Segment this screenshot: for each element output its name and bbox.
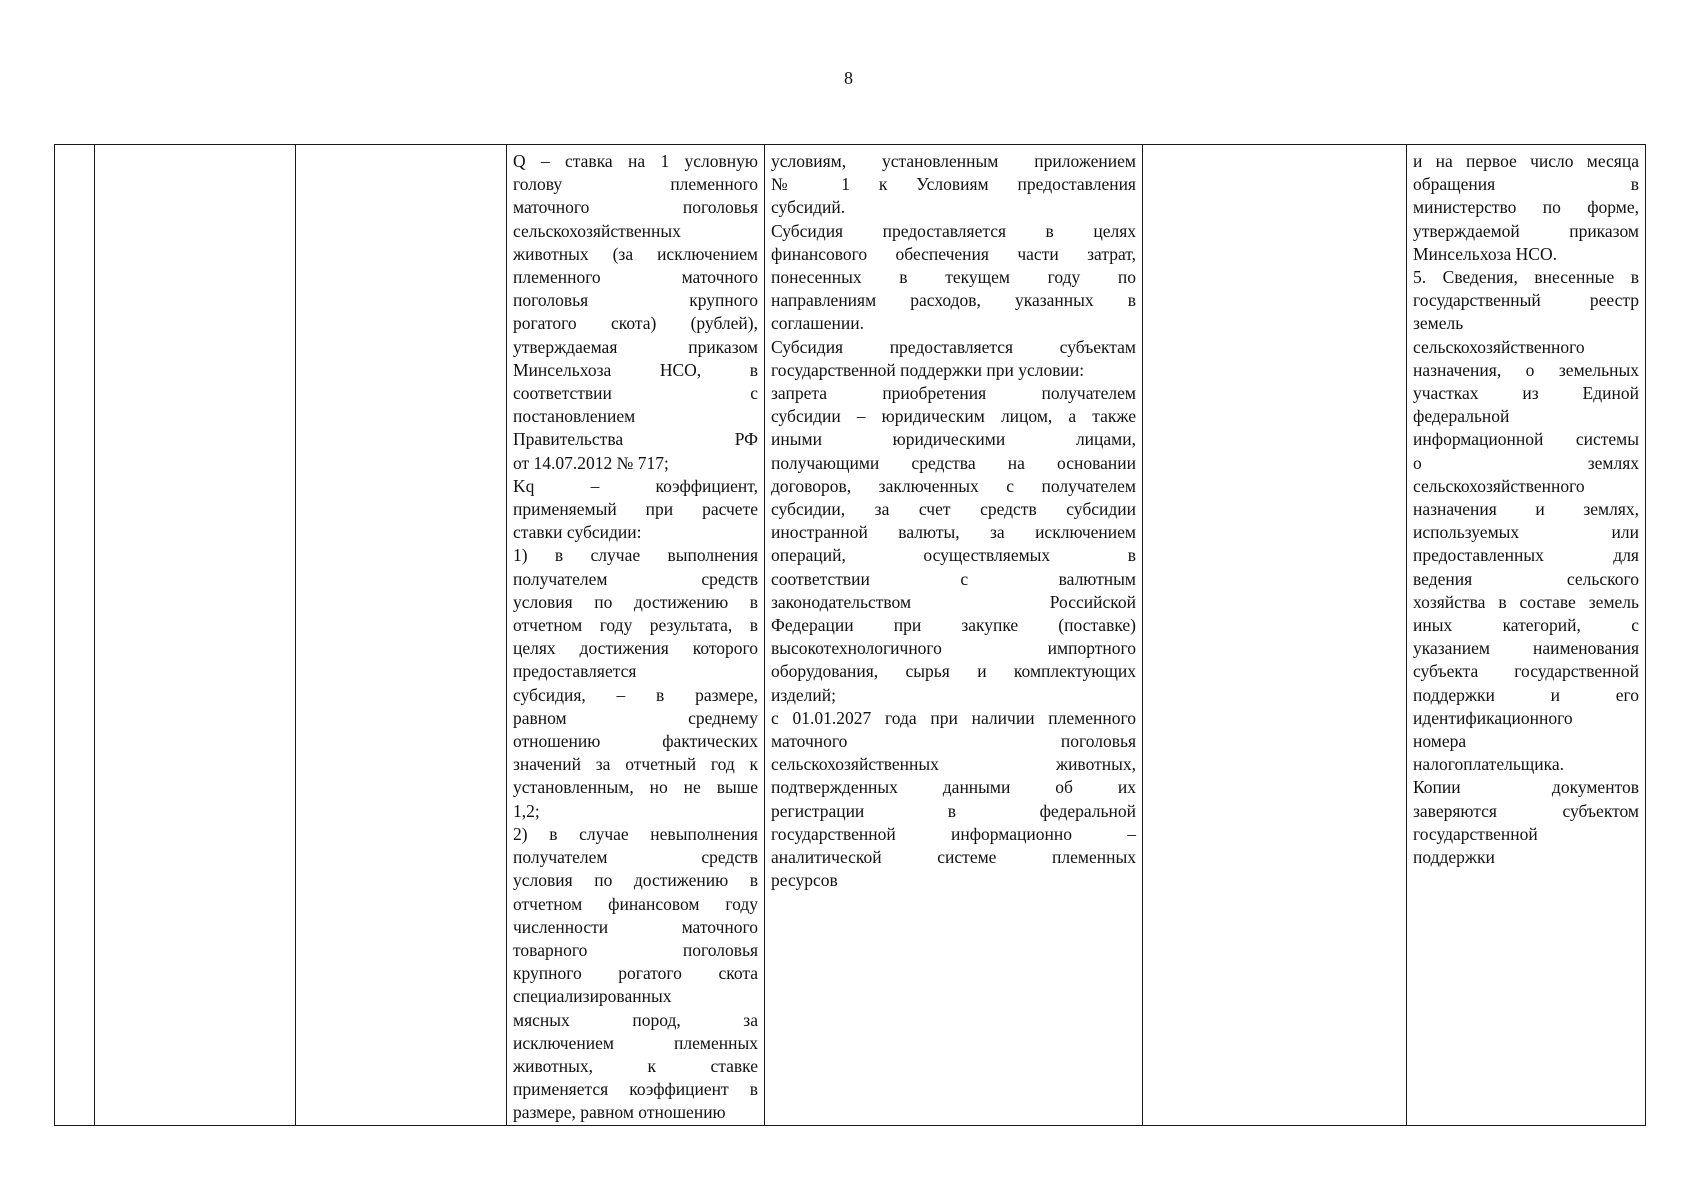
text-line: исключением племенных	[513, 1032, 758, 1053]
text-line: заверяются субъектом	[1413, 800, 1639, 821]
text-line: отношению фактических	[513, 731, 758, 752]
text-line: животных, к ставке	[513, 1055, 758, 1076]
text-line: субсидий.	[771, 197, 846, 218]
text-line: запрета приобретения получателем	[771, 383, 1136, 404]
text-line: установленным, но не выше	[513, 777, 758, 798]
text-line: предоставленных для	[1413, 545, 1639, 566]
text-line: от 14.07.2012 № 717;	[513, 452, 669, 473]
text-line: федеральной	[1413, 406, 1510, 427]
text-line: аналитической системе племенных	[771, 847, 1136, 868]
text-line: 5. Сведения, внесенные в	[1413, 267, 1639, 288]
text-line: отчетном финансовом году	[513, 893, 758, 914]
text-line: высокотехнологичного импортного	[771, 638, 1136, 659]
text-line: Минсельхоза НСО, в	[513, 359, 758, 380]
text-line: поголовья крупного	[513, 290, 758, 311]
text-line: субсидии – юридическим лицом, а также	[771, 406, 1136, 427]
text-line: условия по достижению в	[513, 591, 758, 612]
text-line: отчетном году результата, в	[513, 615, 758, 636]
text-line: предоставляется	[513, 661, 637, 682]
text-line: ресурсов	[771, 870, 838, 891]
text-line: 2) в случае невыполнения	[513, 823, 758, 844]
text-line: государственной поддержки при условии:	[771, 359, 1085, 380]
page-number: 8	[844, 68, 853, 88]
text-line: мясных пород, за	[513, 1009, 758, 1030]
text-line: получателем средств	[513, 847, 758, 868]
text-line: поддержки	[1413, 847, 1495, 868]
cell-rate-calculation	[507, 145, 765, 1126]
text-line: маточного поголовья	[513, 197, 758, 218]
text-line: маточного поголовья	[771, 731, 1136, 752]
text-line: Правительства РФ	[513, 429, 758, 450]
text-line: законодательством Российской	[771, 591, 1136, 612]
text-line: 1) в случае выполнения	[513, 545, 758, 566]
text-line: операций, осуществляемых в	[771, 545, 1136, 566]
text-line: Субсидия предоставляется в целях	[771, 220, 1136, 241]
text-line: утверждаемая приказом	[513, 336, 758, 357]
text-line: размере, равном отношению	[513, 1102, 726, 1123]
text-line: иными юридическими лицами,	[771, 429, 1136, 450]
text-line: иных категорий, с	[1413, 615, 1639, 636]
text-line: назначения, о земельных	[1413, 359, 1639, 380]
text-line: субсидии, за счет средств субсидии	[771, 499, 1136, 520]
table-row	[55, 145, 1646, 1126]
text-line: 1,2;	[513, 800, 540, 821]
text-line: государственной	[1413, 823, 1538, 844]
conditions-text	[765, 145, 1142, 893]
text-line: государственный реестр	[1413, 290, 1639, 311]
text-line: животных (за исключением	[513, 243, 758, 264]
documents-text	[1407, 145, 1645, 869]
text-line: условиям, установленным приложением	[771, 151, 1136, 171]
text-line: ставки субсидии:	[513, 522, 642, 543]
text-line: Q – ставка на 1 условную	[513, 151, 758, 171]
text-line: ведения сельского	[1413, 568, 1639, 589]
cell-conditions	[765, 145, 1143, 1126]
text-line: сельскохозяйственных	[513, 220, 681, 241]
text-line: Kq – коэффициент,	[513, 475, 758, 496]
text-line: понесенных в текущем году по	[771, 267, 1136, 288]
text-line: субъекта государственной	[1413, 661, 1639, 682]
text-line: назначения и землях,	[1413, 499, 1639, 520]
text-line: поддержки и его	[1413, 684, 1639, 705]
text-line: хозяйства в составе земель	[1413, 591, 1639, 612]
text-line: Федерации при закупке (поставке)	[771, 615, 1136, 636]
text-line: численности маточного	[513, 916, 758, 937]
text-line: рогатого скота) (рублей),	[513, 313, 758, 334]
text-line: равном среднему	[513, 707, 758, 728]
text-line: сельскохозяйственного	[1413, 336, 1585, 357]
text-line: крупного рогатого скота	[513, 963, 758, 984]
cell-empty	[1143, 145, 1407, 1126]
text-line: специализированных	[513, 986, 672, 1007]
text-line: субсидия, – в размере,	[513, 684, 758, 705]
text-line: налогоплательщика.	[1413, 754, 1565, 775]
text-line: информационной системы	[1413, 429, 1639, 450]
text-line: получателем средств	[513, 568, 758, 589]
text-line: с 01.01.2027 года при наличии племенного	[771, 707, 1136, 728]
text-line: финансового обеспечения части затрат,	[771, 243, 1136, 264]
text-line: № 1 к Условиям предоставления	[771, 174, 1136, 195]
text-line: изделий;	[771, 684, 836, 705]
text-line: утверждаемой приказом	[1413, 220, 1639, 241]
text-line: идентификационного	[1413, 707, 1573, 728]
text-line: применяется коэффициент в	[513, 1079, 758, 1100]
text-line: направлениям расходов, указанных в	[771, 290, 1136, 311]
text-line: участках из Единой	[1413, 383, 1639, 404]
rate-calculation-text	[507, 145, 764, 1125]
text-line: Копии документов	[1413, 777, 1639, 798]
text-line: и на первое число месяца	[1413, 151, 1639, 171]
cell-documents	[1407, 145, 1646, 1126]
text-line: государственной информационно –	[771, 823, 1136, 844]
text-line: используемых или	[1413, 522, 1639, 543]
text-line: иностранной валюты, за исключением	[771, 522, 1136, 543]
text-line: обращения в	[1413, 174, 1639, 195]
text-line: целях достижения которого	[513, 638, 758, 659]
text-line: условия по достижению в	[513, 870, 758, 891]
document-table	[54, 144, 1646, 1126]
text-line: значений за отчетный год к	[513, 754, 758, 775]
text-line: получающими средства на основании	[771, 452, 1136, 473]
text-line: земель	[1413, 313, 1464, 334]
text-line: министерство по форме,	[1413, 197, 1639, 218]
text-line: голову племенного	[513, 174, 758, 195]
text-line: о землях	[1413, 452, 1639, 473]
text-line: применяемый при расчете	[513, 499, 758, 520]
text-line: Минсельхоза НСО.	[1413, 243, 1557, 264]
text-line: сельскохозяйственных животных,	[771, 754, 1136, 775]
cell-recipients	[296, 145, 507, 1126]
cell-measure-name	[95, 145, 296, 1126]
text-line: договоров, заключенных с получателем	[771, 475, 1136, 496]
text-line: подтвержденных данными об их	[771, 777, 1136, 798]
text-line: сельскохозяйственного	[1413, 475, 1585, 496]
text-line: товарного поголовья	[513, 939, 758, 960]
text-line: Субсидия предоставляется субъектам	[771, 336, 1136, 357]
text-line: соответствии с валютным	[771, 568, 1136, 589]
text-line: соглашении.	[771, 313, 865, 334]
text-line: соответствии с	[513, 383, 758, 404]
cell-number	[55, 145, 95, 1126]
text-line: оборудования, сырья и комплектующих	[771, 661, 1136, 682]
text-line: указанием наименования	[1413, 638, 1639, 659]
text-line: регистрации в федеральной	[771, 800, 1136, 821]
text-line: племенного маточного	[513, 267, 758, 288]
text-line: номера	[1413, 731, 1467, 752]
text-line: постановлением	[513, 406, 636, 427]
